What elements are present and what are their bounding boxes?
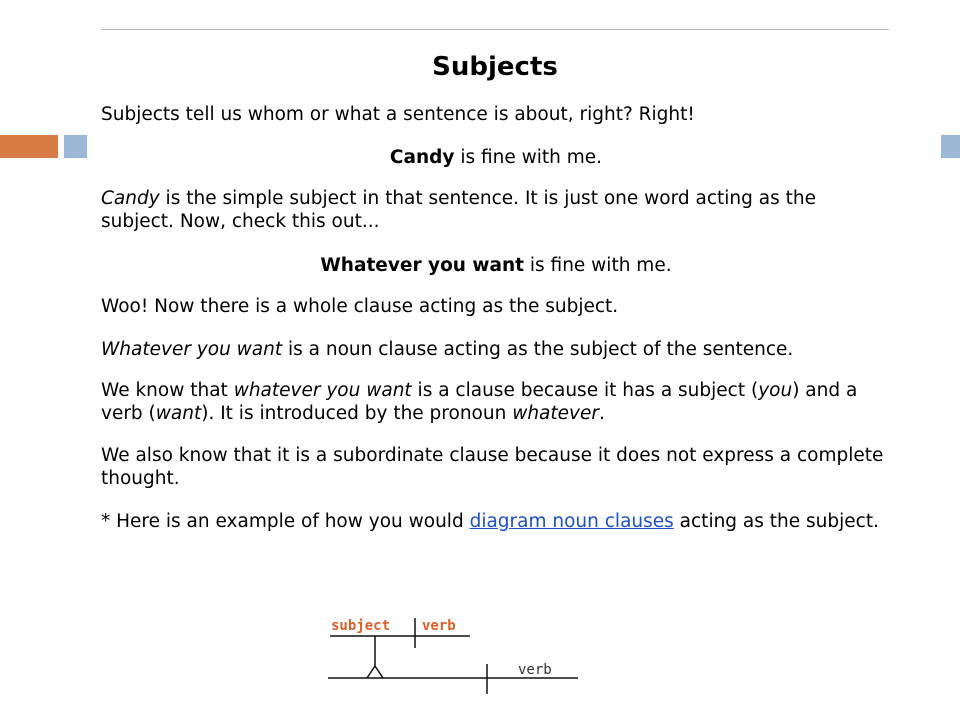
paragraph-text: * Here is an example of how you would: [101, 511, 470, 532]
example-subject: Whatever you want: [320, 255, 524, 276]
subordinate-clause-paragraph: We also know that it is a subordinate clause because it does not express a complete thought.: [101, 445, 884, 489]
pedestal-leg-left: [367, 666, 375, 678]
decorative-accent-blue-left: [64, 135, 87, 158]
pedestal-leg-right: [375, 666, 383, 678]
diagram-verb-label: verb: [422, 618, 456, 634]
italic-term: whatever: [512, 403, 599, 424]
example-predicate: is fine with me.: [524, 255, 672, 276]
example-subject: Candy: [389, 147, 455, 168]
paragraph-text: acting as the subject.: [673, 511, 879, 532]
italic-term: you: [758, 380, 793, 401]
paragraph-text: is a clause because it has a subject (: [411, 380, 759, 401]
italic-term: whatever you want: [233, 380, 412, 401]
diagram-main-verb-label: verb: [518, 662, 552, 678]
clause-paragraph: Woo! Now there is a whole clause acting as the subject.: [101, 296, 619, 317]
paragraph-text: is the simple subject in that sentence. It is just one word acting as the subject. Now, check this out...: [101, 188, 816, 232]
example-sentence-2: [101, 254, 891, 277]
italic-term: Whatever you want: [101, 339, 283, 360]
decorative-accent-orange: [0, 135, 58, 158]
intro-paragraph: Subjects tell us whom or what a sentence is about, right? Right!: [101, 104, 695, 125]
top-divider: [101, 29, 889, 30]
decorative-accent-blue-right: [941, 135, 960, 158]
paragraph-text: ) and a verb (: [101, 380, 858, 424]
diagram-reference-paragraph: [101, 510, 891, 533]
example-sentence-1: [101, 146, 891, 169]
italic-term: want: [155, 403, 202, 424]
sentence-diagram: [320, 608, 590, 700]
example-predicate: is fine with me.: [454, 147, 603, 168]
clause-explanation-paragraph: [101, 379, 891, 425]
noun-clause-paragraph: [101, 338, 891, 361]
paragraph-text: .: [598, 403, 605, 424]
simple-subject-paragraph: [101, 187, 891, 233]
italic-term: Candy: [101, 188, 160, 209]
diagram-subject-label: subject: [331, 618, 391, 634]
paragraph-text: ). It is introduced by the pronoun: [201, 403, 513, 424]
diagram-noun-clauses-link[interactable]: diagram noun clauses: [469, 511, 674, 532]
paragraph-text: We know that: [101, 380, 234, 401]
page-title: Subjects: [432, 52, 558, 82]
paragraph-text: is a noun clause acting as the subject of the sentence.: [282, 339, 794, 360]
